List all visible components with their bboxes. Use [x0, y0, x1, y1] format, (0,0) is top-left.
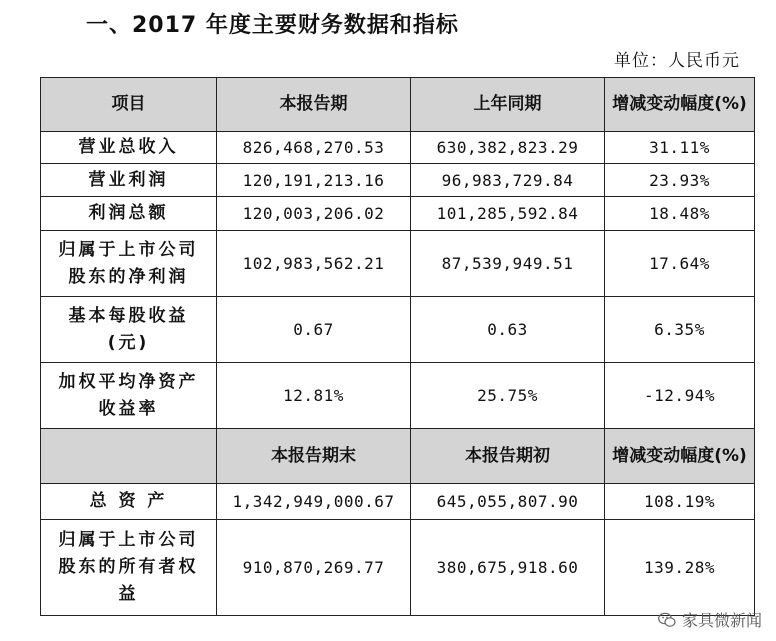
page-title: 一、2017 年度主要财务数据和指标 — [86, 13, 459, 38]
current-value: 120,003,206.02 — [217, 197, 411, 231]
row-label — [41, 520, 217, 616]
table-row — [41, 484, 755, 520]
current-value: 0.67 — [217, 297, 411, 363]
table-row — [41, 197, 755, 231]
header-period-end: 本报告期末 — [217, 429, 411, 484]
change-value: 6.35% — [605, 297, 755, 363]
row-label-line: 加权平均净资产 — [58, 371, 199, 392]
header-item — [41, 429, 217, 484]
table-subheader-row — [41, 429, 755, 484]
row-label — [41, 363, 217, 429]
table-header-row — [41, 78, 755, 132]
table-row — [41, 132, 755, 164]
previous-value: 0.63 — [411, 297, 605, 363]
period-end-value: 1,342,949,000.67 — [217, 484, 411, 520]
table-row — [41, 520, 755, 616]
row-label-line: (元) — [107, 332, 150, 353]
previous-value: 101,285,592.84 — [411, 197, 605, 231]
header-change-percent: 增减变动幅度(%) — [605, 429, 755, 484]
watermark — [658, 608, 762, 631]
period-start-value: 645,055,807.90 — [411, 484, 605, 520]
header-item: 项目 — [41, 78, 217, 132]
row-label-line: 收益率 — [98, 398, 159, 419]
row-label-line: 股东的净利润 — [68, 266, 189, 287]
row-label-line: 归属于上市公司 — [58, 239, 199, 260]
current-value: 826,468,270.53 — [217, 132, 411, 164]
table-row — [41, 231, 755, 297]
table-row — [41, 363, 755, 429]
change-value: 108.19% — [605, 484, 755, 520]
header-previous-period: 上年同期 — [411, 78, 605, 132]
header-period-start: 本报告期初 — [411, 429, 605, 484]
previous-value: 630,382,823.29 — [411, 132, 605, 164]
change-value: 18.48% — [605, 197, 755, 231]
previous-value: 87,539,949.51 — [411, 231, 605, 297]
current-value: 120,191,213.16 — [217, 164, 411, 197]
period-start-value: 380,675,918.60 — [411, 520, 605, 616]
currency-unit: 单位：人民币元 — [614, 51, 740, 71]
wechat-icon — [658, 612, 676, 628]
change-value: 139.28% — [605, 520, 755, 616]
current-value: 12.81% — [217, 363, 411, 429]
row-label — [41, 297, 217, 363]
change-value: 31.11% — [605, 132, 755, 164]
change-value: -12.94% — [605, 363, 755, 429]
table-row — [41, 164, 755, 197]
financial-data-table — [40, 77, 755, 616]
table-row — [41, 297, 755, 363]
change-value: 23.93% — [605, 164, 755, 197]
row-label: 利润总额 — [41, 197, 217, 231]
row-label — [41, 231, 217, 297]
current-value: 102,983,562.21 — [217, 231, 411, 297]
row-label-line: 益 — [118, 584, 139, 604]
header-current-period: 本报告期 — [217, 78, 411, 132]
row-label-line: 基本每股收益 — [68, 305, 189, 326]
watermark-text: 家具微新闻 — [681, 611, 762, 630]
previous-value: 25.75% — [411, 363, 605, 429]
previous-value: 96,983,729.84 — [411, 164, 605, 197]
row-label: 营业总收入 — [41, 132, 217, 164]
row-label: 总 资 产 — [41, 484, 217, 520]
row-label-line: 归属于上市公司 — [58, 530, 199, 550]
row-label-line: 股东的所有者权 — [58, 557, 199, 577]
period-end-value: 910,870,269.77 — [217, 520, 411, 616]
header-change-percent: 增减变动幅度(%) — [605, 78, 755, 132]
change-value: 17.64% — [605, 231, 755, 297]
row-label: 营业利润 — [41, 164, 217, 197]
